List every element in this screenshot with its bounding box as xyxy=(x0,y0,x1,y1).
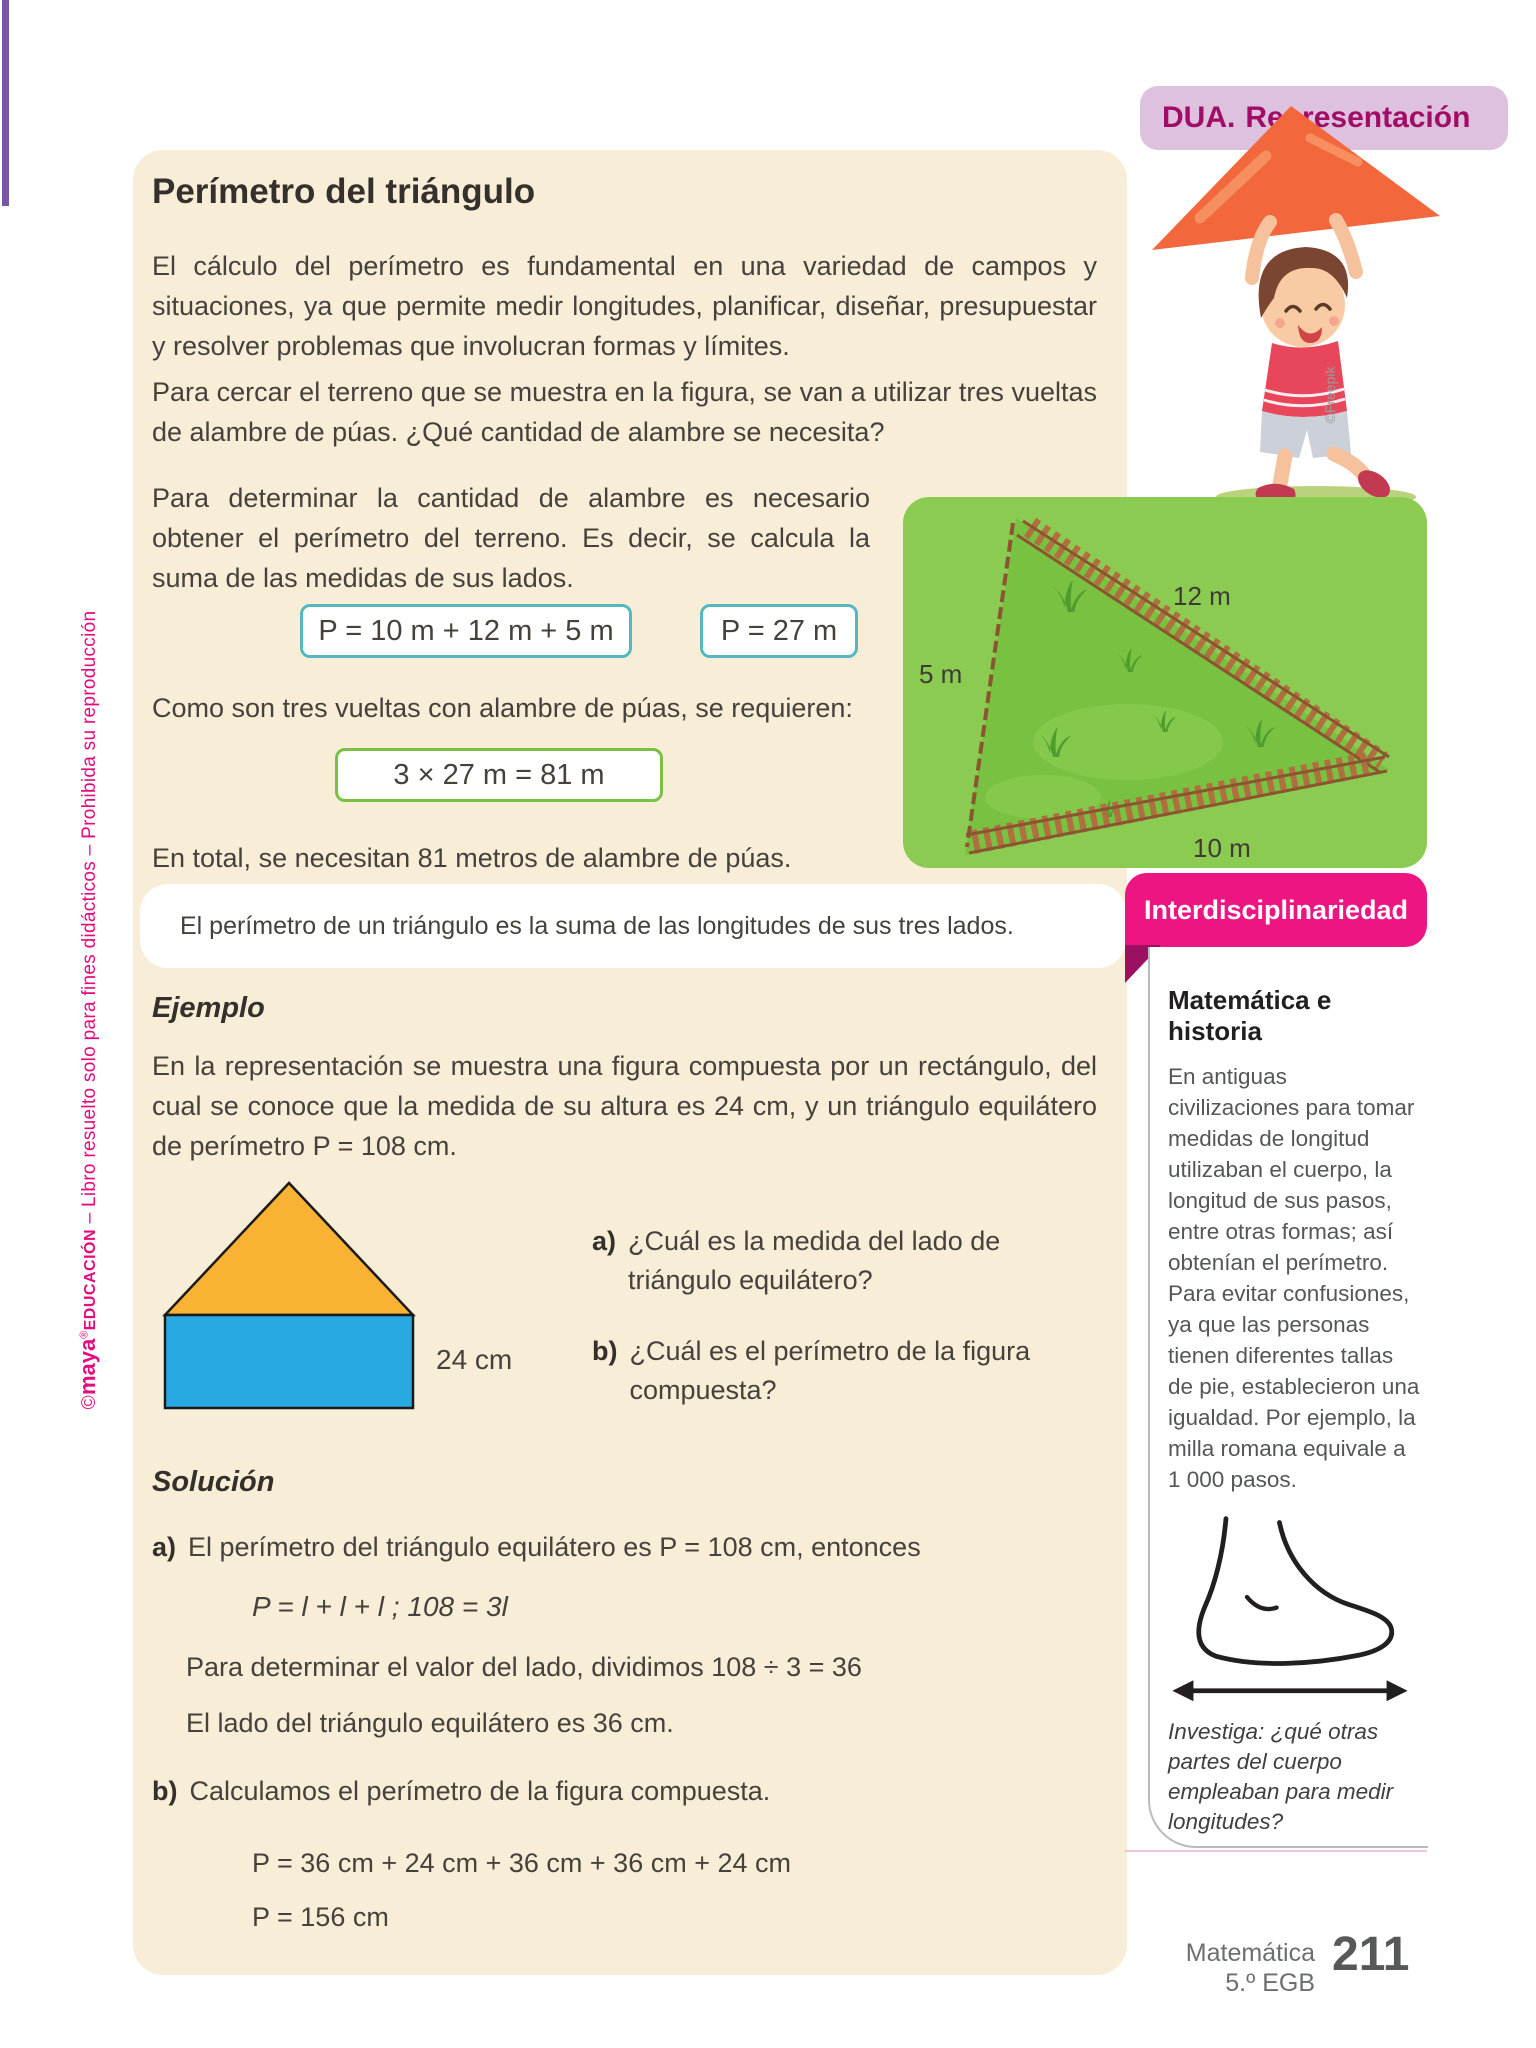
question-a-text: ¿Cuál es la medida del lado de triángulo equilátero? xyxy=(628,1226,1001,1295)
interdisciplinary-tab xyxy=(1125,873,1427,947)
intro-paragraph-2: Para cercar el terreno que se muestra en la figura, se van a utilizar tres vueltas de alambre de púas. ¿Qué cantidad de alambre se necesita? xyxy=(152,377,1097,447)
question-a-letter: a) xyxy=(592,1226,617,1256)
sidebar-bottom-rule xyxy=(1125,1850,1427,1852)
solution-a-text: El perímetro del triángulo equilátero es P = 108 cm, entonces xyxy=(188,1532,921,1562)
arrowhead-left xyxy=(1172,1680,1193,1701)
orange-triangle xyxy=(1152,106,1440,250)
paragraph-total: En total, se necesitan 81 metros de alambre de púas. xyxy=(152,843,792,873)
intro-paragraph-1: El cálculo del perímetro es fundamental en una variedad de campos y situaciones, ya que permite medir longitudes, planificar, diseñar, presupuestar y resolver problemas que involucran formas y límites. xyxy=(152,251,1097,361)
question-b xyxy=(592,1332,1097,1410)
solution-b-line xyxy=(152,1772,1082,1810)
page-title: Perímetro del triángulo xyxy=(152,172,536,211)
interdisciplinary-tab-label: Interdisciplinariedad xyxy=(1143,894,1409,925)
terrain-side-top-label: 12 m xyxy=(1173,581,1231,611)
formula-box-sum: P = 10 m + 12 m + 5 m xyxy=(300,604,632,658)
solution-a-formula: P = l + l + l ; 108 = 3l xyxy=(252,1591,508,1622)
registered-mark: ® xyxy=(78,1330,91,1339)
paragraph-three-loops: Como son tres vueltas con alambre de púas, se requieren: xyxy=(152,693,853,723)
solution-a-result: El lado del triángulo equilátero es 36 cm. xyxy=(186,1708,674,1738)
arrowhead-right xyxy=(1387,1680,1408,1701)
boy-with-triangle-illustration xyxy=(1148,100,1448,512)
foot-outline xyxy=(1199,1519,1392,1664)
house-triangle xyxy=(165,1183,413,1315)
field-patch-1 xyxy=(1033,704,1223,780)
boy-blush-left xyxy=(1275,318,1285,328)
publisher-name: EDUCACIÓN xyxy=(82,1228,99,1331)
publisher-logo: maya xyxy=(75,1338,100,1396)
dua-badge-label: Representación xyxy=(1245,101,1471,134)
composite-figure-house xyxy=(160,1178,420,1413)
terrain-side-left-label: 5 m xyxy=(919,659,963,689)
definition-note-text: El perímetro de un triángulo es la suma de las longitudes de sus tres lados. xyxy=(180,911,1014,940)
sidebar-body-text: En antiguas civilizaciones para tomar medidas de longitud utilizaban el cuerpo, la longitud de sus pasos, entre otras formas; así obtenían el perímetro. Para evitar confusiones, ya que las personas tienen diferentes tallas de pie, establecieron una igualdad. Por ejemplo, la milla romana equivale a 1 000 pasos. xyxy=(1168,1064,1420,1492)
page-number: 211 xyxy=(1332,1928,1410,1981)
definition-note-box xyxy=(140,884,1126,968)
length-arrow xyxy=(1172,1680,1407,1701)
intro-paragraph-3: Para determinar la cantidad de alambre es necesario obtener el perímetro del terreno. Es decir, se calcula la suma de las medidas de sus lados. xyxy=(152,483,870,593)
question-b-letter: b) xyxy=(592,1336,618,1366)
page-edge-accent-bar xyxy=(2,0,9,206)
image-credit: ©Freepik xyxy=(1322,366,1338,424)
copyright-symbol: © xyxy=(79,1395,100,1410)
solution-b-result: P = 156 cm xyxy=(252,1902,389,1932)
footer-subject: Matemática xyxy=(1185,1939,1315,1967)
footer-subject-block xyxy=(1095,1938,1315,1998)
height-label: 24 cm xyxy=(436,1344,513,1375)
sidebar-heading: Matemática e historia xyxy=(1168,985,1332,1046)
interdisciplinary-card xyxy=(1148,947,1428,1848)
solution-a-line xyxy=(152,1528,1082,1566)
terrain-figure xyxy=(903,497,1427,868)
dua-badge-prefix: DUA. xyxy=(1162,101,1236,134)
solution-b-text: Calculamos el perímetro de la figura compuesta. xyxy=(189,1776,771,1806)
footer-grade: 5.º EGB xyxy=(1225,1969,1315,1997)
solution-a-step: Para determinar el valor del lado, dividimos 108 ÷ 3 = 36 xyxy=(186,1652,862,1682)
ankle-line xyxy=(1247,1597,1277,1609)
terrain-side-bottom-label: 10 m xyxy=(1193,833,1251,863)
solution-b-formula: P = 36 cm + 24 cm + 36 cm + 36 cm + 24 cm xyxy=(252,1848,791,1878)
question-a xyxy=(592,1222,1097,1300)
investigate-prompt: Investiga: ¿qué otras partes del cuerpo empleaban para medir longitudes? xyxy=(1168,1719,1394,1834)
boy-blush-right xyxy=(1329,316,1339,326)
formula-box-result: P = 27 m xyxy=(700,604,858,658)
solution-heading: Solución xyxy=(152,1466,275,1498)
foot-measure-illustration xyxy=(1168,1511,1412,1707)
example-heading: Ejemplo xyxy=(152,992,265,1024)
house-rectangle xyxy=(165,1315,413,1408)
solution-b-letter: b) xyxy=(152,1776,178,1806)
formula-box-total: 3 × 27 m = 81 m xyxy=(335,748,663,802)
solution-a-letter: a) xyxy=(152,1532,177,1562)
question-b-text: ¿Cuál es el perímetro de la figura compuesta? xyxy=(629,1336,1031,1405)
legal-notice: – Libro resuelto solo para fines didácticos – Prohibida su reproducción xyxy=(79,610,100,1229)
vertical-copyright xyxy=(75,611,101,1410)
example-intro: En la representación se muestra una figura compuesta por un rectángulo, del cual se conoce que la medida de su altura es 24 cm, y un triángulo equilátero de perímetro P = 108 cm. xyxy=(152,1051,1097,1161)
